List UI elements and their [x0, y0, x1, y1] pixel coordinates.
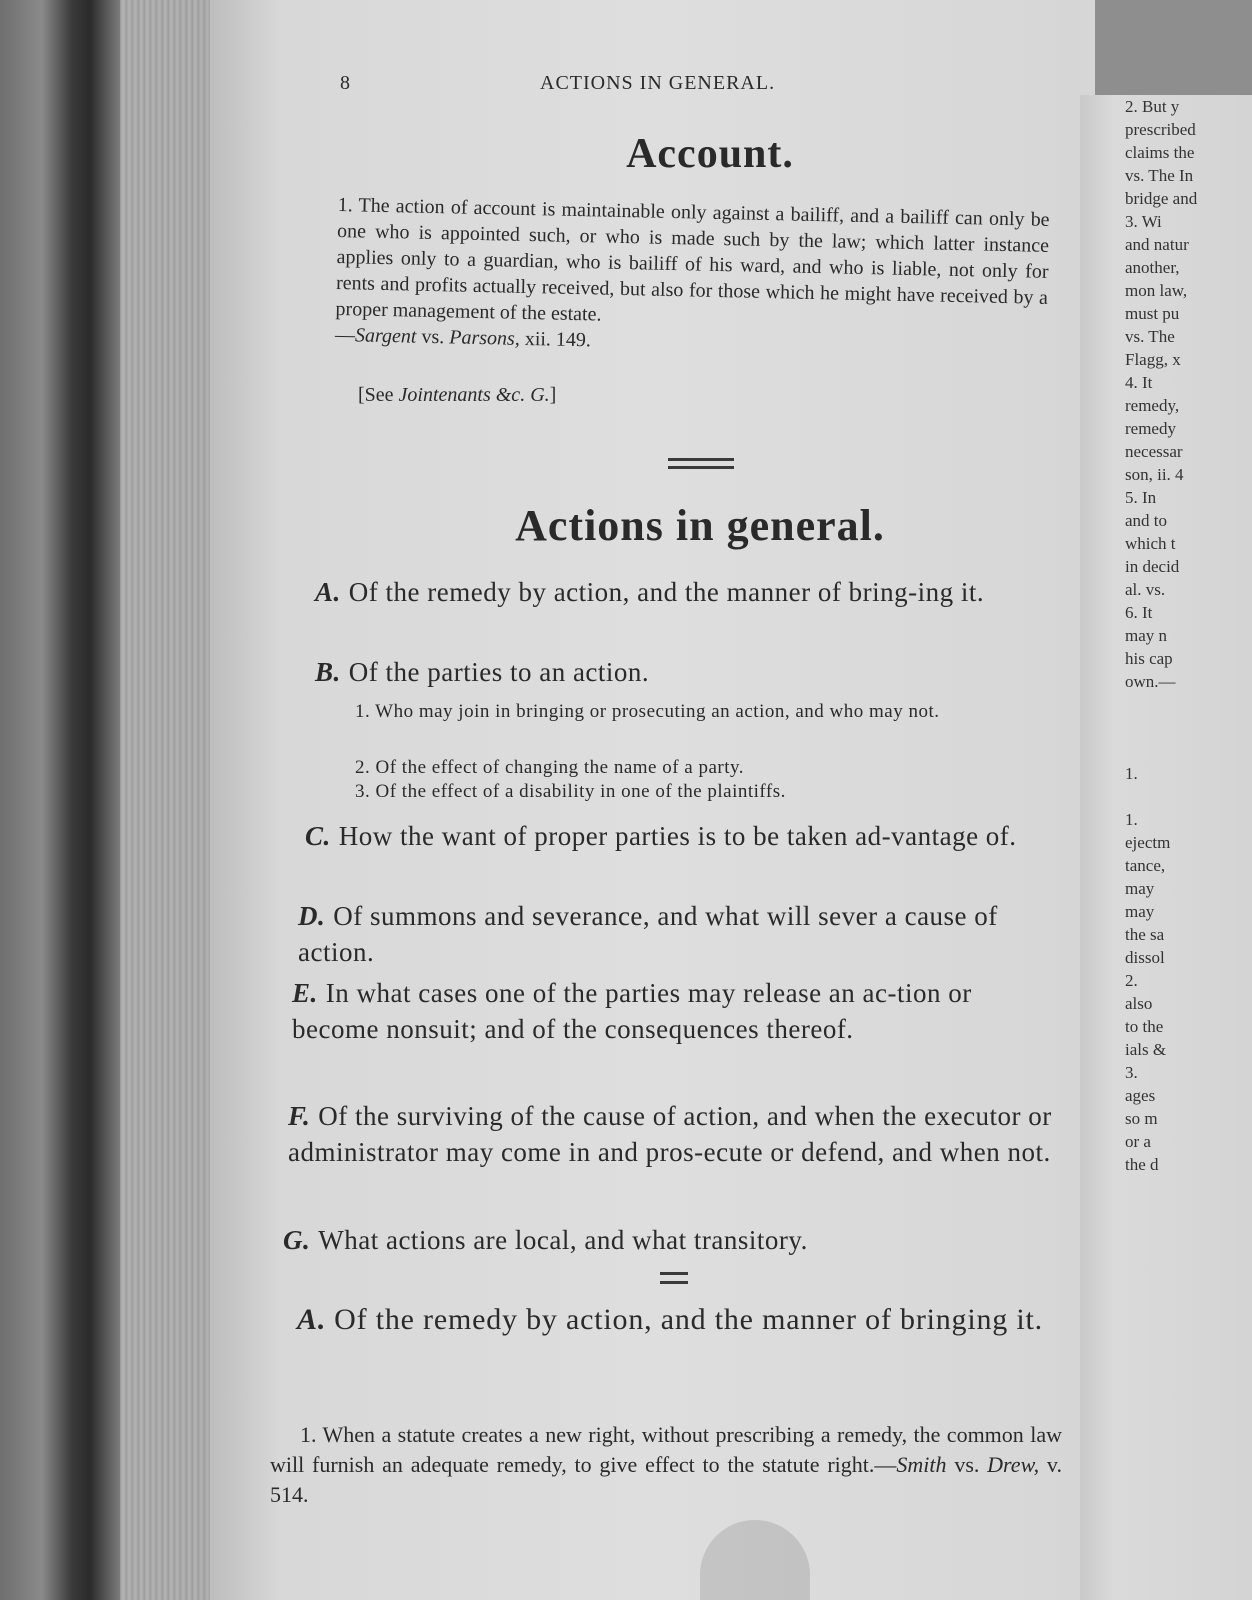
outline-letter: A.: [315, 577, 341, 607]
right-page-text-column: [1080, 95, 1252, 1176]
page-number: 8: [340, 72, 351, 94]
running-head-title: ACTIONS IN GENERAL.: [540, 72, 776, 94]
double-rule-mid-lower: [660, 1281, 688, 1284]
final-case-a: Smith: [896, 1452, 947, 1477]
outline-text: How the want of proper parties is to be taken ad-vantage of.: [338, 821, 1017, 851]
right-page-line: al. vs.: [1125, 580, 1166, 599]
right-page-line: his cap: [1125, 649, 1173, 668]
right-page-line: 1.: [1125, 764, 1138, 783]
right-page-line: may: [1125, 879, 1155, 898]
outline-text: 1. Who may join in bringing or prosecuting an action, and who may not.: [355, 701, 940, 722]
right-page-line: ials &: [1125, 1040, 1167, 1059]
right-page-line: which t: [1125, 534, 1176, 553]
outline-item-f: [288, 1098, 1060, 1170]
citation-ref: xii. 149.: [524, 327, 592, 352]
right-page-line: and natur: [1125, 235, 1189, 254]
see-also-italic: Jointenants &c. G.: [398, 384, 550, 406]
right-page-line: [1080, 716, 1252, 739]
right-page-line: 1.: [1125, 810, 1138, 829]
citation-vs: vs.: [421, 325, 445, 349]
right-page-line: remedy,: [1125, 396, 1180, 415]
right-page-line: bridge and: [1125, 189, 1198, 208]
right-page-line: or a: [1125, 1132, 1151, 1151]
citation-case-b: Parsons,: [449, 326, 521, 350]
final-case-b: Drew,: [987, 1452, 1040, 1477]
right-page-line: 3.: [1125, 1063, 1138, 1082]
right-page-line: [1080, 739, 1252, 762]
see-also-note: [358, 384, 556, 407]
right-page-line: vs. The In: [1125, 166, 1194, 185]
right-page-line: claims the: [1125, 143, 1195, 162]
outline-letter: F.: [288, 1101, 311, 1131]
citation-case-a: Sargent: [354, 324, 417, 348]
right-page-line: mon law,: [1125, 281, 1188, 300]
section-a-heading: [275, 1300, 1065, 1340]
outline-letter: C.: [305, 821, 331, 851]
right-page-line: vs. The: [1125, 327, 1175, 346]
outline-text: Of summons and severance, and what will sever a cause of action.: [298, 901, 998, 967]
right-page-line: 5. In: [1125, 488, 1157, 507]
right-page-line: ages: [1125, 1086, 1156, 1105]
section-a-letter: A.: [297, 1303, 327, 1336]
outline-text: 2. Of the effect of changing the name of a party.: [355, 757, 745, 778]
right-page-line: and to: [1125, 511, 1168, 530]
account-paragraph: [335, 192, 1050, 363]
outline-item-e: [292, 975, 1058, 1047]
outline-item-g: [283, 1222, 1060, 1258]
outline-letter: D.: [298, 901, 326, 931]
book-binding-edge: [0, 0, 120, 1600]
outline-item-c: [305, 818, 1057, 854]
right-page-line: so m: [1125, 1109, 1158, 1128]
account-heading: Account.: [626, 131, 794, 177]
final-ref: v. 514.: [270, 1452, 1062, 1507]
right-page-line: the sa: [1125, 925, 1165, 944]
outline-text: 3. Of the effect of a disability in one of the plaintiffs.: [355, 781, 786, 802]
right-page-line: ejectm: [1125, 833, 1171, 852]
double-rule-mid: [660, 1272, 688, 1275]
right-page-line: [1080, 693, 1252, 716]
right-page-line: the d: [1125, 1155, 1159, 1174]
double-rule-top: [668, 458, 734, 461]
outline-text: Of the surviving of the cause of action, and when the executor or administrator may come in and pros-ecute or defend, and when not.: [288, 1101, 1052, 1167]
section-a-paragraph-text: 1. When a statute creates a new right, without prescribing a remedy, the common law will furnish an adequate remedy, to give effect to the statute right.: [270, 1422, 1062, 1477]
right-page-line: may: [1125, 902, 1155, 921]
right-page-line: 3. Wi: [1125, 212, 1162, 231]
outline-letter: G.: [283, 1225, 311, 1255]
double-rule-top-lower: [668, 466, 734, 469]
outline-subitem-2: [355, 756, 1055, 780]
outline-item-b: [315, 654, 1055, 690]
outline-subitem-1: [355, 700, 1055, 724]
final-vs: vs.: [954, 1452, 980, 1477]
outline-text: Of the remedy by action, and the manner of bring-ing it.: [348, 577, 985, 607]
right-page-fragment: [1080, 95, 1252, 1600]
outline-item-a: [315, 574, 1055, 610]
actions-heading: Actions in general.: [515, 501, 885, 550]
right-page-line: also: [1125, 994, 1153, 1013]
right-page-line: 2.: [1125, 971, 1138, 990]
right-page-line: own.—: [1125, 672, 1176, 691]
outline-text: In what cases one of the parties may release an ac-tion or become nonsuit; and of the consequences thereof.: [292, 978, 972, 1044]
right-page-line: 4. It: [1125, 373, 1153, 392]
section-a-paragraph: 1. When a statute creates a new right, without prescribing a remedy, the common law will furnish an adequate remedy, to give effect to the statute right.—Smith vs. Drew, v. 514.: [270, 1422, 1062, 1507]
outline-text: What actions are local, and what transitory.: [318, 1225, 808, 1255]
section-a-title: Of the remedy by action, and the manner of bringing it.: [334, 1303, 1043, 1336]
outline-letter: B.: [315, 657, 341, 687]
see-also-prefix: [See: [358, 384, 394, 406]
right-page-line: tance,: [1125, 856, 1166, 875]
right-page-line: may n: [1125, 626, 1168, 645]
right-page-line: Flagg, x: [1125, 350, 1181, 369]
right-page-line: 6. It: [1125, 603, 1153, 622]
right-page-line: necessar: [1125, 442, 1183, 461]
account-citation: —Sargent vs. Parsons, xii. 149.: [334, 323, 592, 352]
right-page-line: son, ii. 4: [1125, 465, 1184, 484]
right-page-line: 2. But y: [1125, 97, 1180, 116]
right-page-line: another,: [1125, 258, 1180, 277]
right-page-line: dissol: [1125, 948, 1165, 967]
right-page-line: [1080, 785, 1252, 808]
outline-subitem-3: [355, 780, 1055, 804]
outline-letter: E.: [292, 978, 318, 1008]
account-paragraph-text: 1. The action of account is maintainable only against a bailiff, and a bailiff can only be one who is appointed such, or who is made such by the law; which latter instance applies only to a guardian, who is bailiff of his ward, and who is liable, not only for rents and profits actually received, but also for those which he might have received by a proper management of the estate.: [335, 193, 1050, 326]
outline-text: Of the parties to an action.: [348, 657, 650, 687]
right-page-line: prescribed: [1125, 120, 1196, 139]
right-page-line: must pu: [1125, 304, 1180, 323]
outline-item-d: [298, 898, 1058, 970]
right-page-line: to the: [1125, 1017, 1164, 1036]
right-page-line: remedy: [1125, 419, 1176, 438]
see-also-suffix: ]: [549, 384, 557, 406]
right-page-line: in decid: [1125, 557, 1180, 576]
